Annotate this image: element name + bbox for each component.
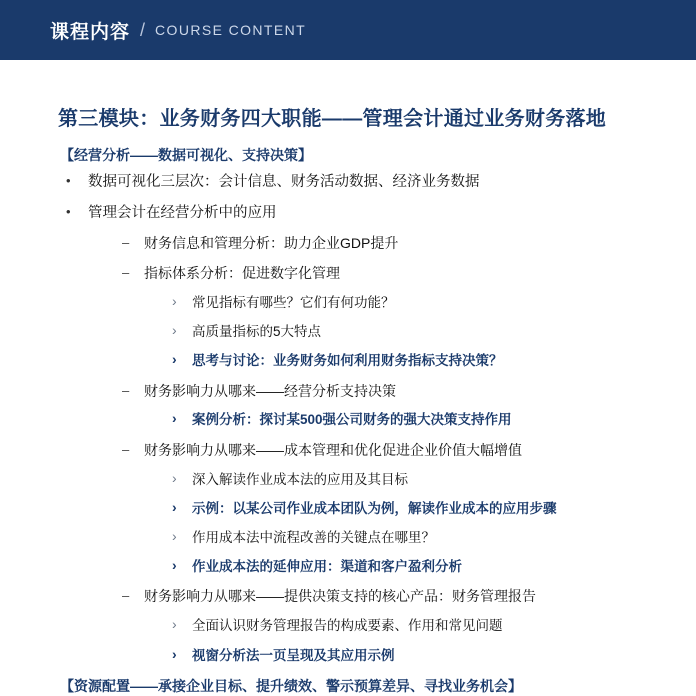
- list-item-highlight: › 作业成本法的延伸应用：渠道和客户盈利分析: [168, 558, 666, 576]
- list-item: – 指标体系分析：促进数字化管理: [118, 264, 666, 283]
- list-item: • 数据可视化三层次：会计信息、财务活动数据、经济业务数据: [60, 173, 666, 193]
- list-item: › 高质量指标的5大特点: [168, 323, 666, 341]
- list-item: • 管理会计在经营分析中的应用: [60, 204, 666, 224]
- list-item-highlight: › 案例分析：探讨某500强公司财务的强大决策支持作用: [168, 411, 666, 429]
- header-title-en: COURSE CONTENT: [155, 22, 307, 38]
- list-item: › 作用成本法中流程改善的关键点在哪里？: [168, 529, 666, 547]
- list-item-highlight: › 思考与讨论：业务财务如何利用财务指标支持决策？: [168, 352, 666, 370]
- outline-list: [30, 173, 666, 665]
- section-heading-analysis: 【经营分析——数据可视化、支持决策】: [60, 147, 312, 163]
- list-item: – 财务影响力从哪来——提供决策支持的核心产品：财务管理报告: [118, 587, 666, 606]
- page-header: [0, 0, 696, 60]
- list-item-highlight: › 视窗分析法一页呈现及其应用示例: [168, 647, 666, 665]
- content-area: [0, 60, 696, 696]
- list-item: › 全面认识财务管理报告的构成要素、作用和常见问题: [168, 617, 666, 635]
- list-item: – 财务影响力从哪来——成本管理和优化促进企业价值大幅增值: [118, 441, 666, 460]
- header-title-cn: 课程内容: [50, 21, 131, 43]
- list-item: › 深入解读作业成本法的应用及其目标: [168, 471, 666, 489]
- list-item-highlight: › 示例：以某公司作业成本团队为例，解读作业成本的应用步骤: [168, 500, 666, 518]
- module-title: 第三模块：业务财务四大职能——管理会计通过业务财务落地: [58, 108, 607, 130]
- header-separator: /: [140, 19, 146, 40]
- list-item: – 财务信息和管理分析：助力企业GDP提升: [118, 234, 666, 253]
- list-item: – 财务影响力从哪来——经营分析支持决策: [118, 382, 666, 401]
- section-heading-resources: 【资源配置——承接企业目标、提升绩效、警示预算差异、寻找业务机会】: [60, 677, 522, 694]
- list-item: › 常见指标有哪些？它们有何功能？: [168, 294, 666, 312]
